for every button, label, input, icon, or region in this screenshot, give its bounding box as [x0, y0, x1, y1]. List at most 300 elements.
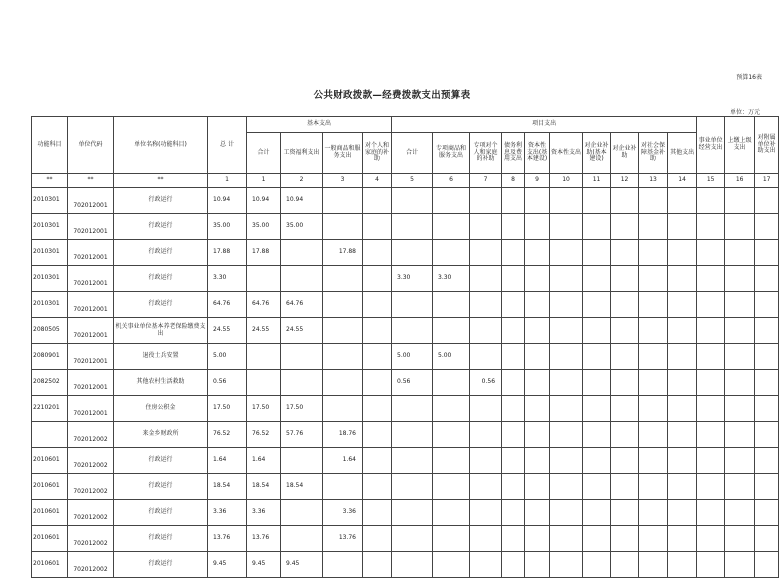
cell-empty	[755, 344, 779, 370]
cell-basic-total: 3.36	[247, 500, 281, 526]
cell-basic-total: 13.76	[247, 526, 281, 552]
header-project-total: 合计	[392, 133, 433, 174]
cell-empty	[550, 422, 583, 448]
cell-empty	[639, 318, 668, 344]
cell-empty	[611, 552, 639, 578]
index-cell: 13	[639, 174, 668, 188]
cell-empty	[755, 214, 779, 240]
cell-empty	[363, 526, 392, 552]
cell-empty	[611, 474, 639, 500]
cell-total: 13.76	[208, 526, 247, 552]
cell-empty	[755, 500, 779, 526]
cell-func: 2210201	[32, 396, 68, 422]
cell-empty	[502, 448, 525, 474]
cell-empty	[525, 552, 550, 578]
cell-empty	[363, 188, 392, 214]
cell-empty	[755, 370, 779, 396]
cell-proj-subsidy	[470, 474, 502, 500]
cell-empty	[725, 448, 755, 474]
header-social-security: 对社会保障基金补助	[639, 133, 668, 174]
cell-empty	[755, 474, 779, 500]
cell-empty	[502, 474, 525, 500]
cell-proj-total	[392, 526, 433, 552]
cell-empty	[668, 526, 697, 552]
cell-empty	[611, 396, 639, 422]
header-func-code: 功能科目	[32, 117, 68, 174]
cell-empty	[525, 344, 550, 370]
cell-proj-goods	[433, 474, 470, 500]
cell-empty	[525, 396, 550, 422]
index-cell: **	[114, 174, 208, 188]
cell-empty	[550, 474, 583, 500]
cell-proj-goods	[433, 448, 470, 474]
index-cell: 10	[550, 174, 583, 188]
cell-empty	[697, 448, 725, 474]
cell-empty	[502, 292, 525, 318]
cell-empty	[363, 318, 392, 344]
cell-func: 2010601	[32, 526, 68, 552]
cell-basic-total: 35.00	[247, 214, 281, 240]
index-row	[32, 174, 779, 188]
cell-empty	[502, 318, 525, 344]
index-cell: 2	[281, 174, 323, 188]
cell-empty	[697, 188, 725, 214]
cell-empty	[583, 370, 611, 396]
cell-total: 10.94	[208, 188, 247, 214]
cell-proj-goods	[433, 292, 470, 318]
cell-func: 2010301	[32, 214, 68, 240]
cell-basic-total: 1.64	[247, 448, 281, 474]
cell-proj-goods	[433, 318, 470, 344]
cell-code: 702012002	[68, 526, 114, 552]
cell-basic-total: 17.88	[247, 240, 281, 266]
cell-total: 3.36	[208, 500, 247, 526]
cell-empty	[363, 474, 392, 500]
cell-empty	[611, 318, 639, 344]
cell-code: 702012001	[68, 266, 114, 292]
header-business-exp: 事业单位经营支出	[697, 117, 725, 174]
cell-empty	[583, 552, 611, 578]
cell-empty	[525, 448, 550, 474]
cell-goods	[323, 396, 363, 422]
cell-code: 702012001	[68, 344, 114, 370]
cell-empty	[639, 448, 668, 474]
cell-empty	[550, 526, 583, 552]
header-remit-upper: 上缴上级支出	[725, 117, 755, 174]
cell-empty	[639, 422, 668, 448]
cell-empty	[525, 422, 550, 448]
cell-proj-total	[392, 292, 433, 318]
cell-func: 2010601	[32, 448, 68, 474]
cell-goods: 13.76	[323, 526, 363, 552]
cell-proj-subsidy	[470, 266, 502, 292]
cell-wages: 64.76	[281, 292, 323, 318]
cell-name: 行政运行	[114, 214, 208, 240]
cell-empty	[611, 266, 639, 292]
table-row	[32, 500, 779, 526]
cell-basic-total: 24.55	[247, 318, 281, 344]
cell-empty	[363, 344, 392, 370]
page-title: 公共财政拨款—经费拨款支出预算表	[313, 90, 471, 101]
cell-proj-total: 3.30	[392, 266, 433, 292]
cell-empty	[583, 344, 611, 370]
cell-empty	[583, 422, 611, 448]
cell-empty	[639, 292, 668, 318]
cell-empty	[697, 240, 725, 266]
cell-goods: 1.64	[323, 448, 363, 474]
cell-basic-total: 10.94	[247, 188, 281, 214]
cell-basic-total	[247, 344, 281, 370]
cell-proj-goods	[433, 396, 470, 422]
cell-empty	[550, 266, 583, 292]
cell-proj-subsidy	[470, 240, 502, 266]
table-row	[32, 474, 779, 500]
cell-code: 702012001	[68, 188, 114, 214]
cell-empty	[525, 292, 550, 318]
cell-proj-total	[392, 448, 433, 474]
cell-basic-total: 9.45	[247, 552, 281, 578]
cell-total: 35.00	[208, 214, 247, 240]
cell-empty	[668, 188, 697, 214]
cell-proj-subsidy	[470, 188, 502, 214]
table-row	[32, 422, 779, 448]
cell-proj-goods	[433, 422, 470, 448]
cell-proj-total	[392, 188, 433, 214]
cell-empty	[550, 240, 583, 266]
cell-proj-goods	[433, 214, 470, 240]
cell-empty	[697, 552, 725, 578]
cell-code: 702012001	[68, 292, 114, 318]
header-basic-group: 基本支出	[247, 117, 392, 133]
cell-empty	[725, 188, 755, 214]
cell-func: 2082502	[32, 370, 68, 396]
cell-empty	[611, 240, 639, 266]
cell-wages: 10.94	[281, 188, 323, 214]
table-row	[32, 448, 779, 474]
cell-empty	[725, 214, 755, 240]
cell-empty	[639, 266, 668, 292]
cell-empty	[725, 526, 755, 552]
cell-proj-total	[392, 500, 433, 526]
cell-empty	[550, 214, 583, 240]
cell-empty	[525, 266, 550, 292]
cell-empty	[363, 240, 392, 266]
cell-total: 18.54	[208, 474, 247, 500]
cell-empty	[639, 500, 668, 526]
cell-empty	[502, 370, 525, 396]
cell-empty	[755, 552, 779, 578]
cell-proj-goods: 3.30	[433, 266, 470, 292]
cell-empty	[697, 266, 725, 292]
cell-empty	[697, 422, 725, 448]
cell-empty	[502, 552, 525, 578]
header-project-goods: 专项商品和服务支出	[433, 133, 470, 174]
cell-empty	[502, 240, 525, 266]
cell-empty	[611, 422, 639, 448]
cell-empty	[363, 266, 392, 292]
cell-empty	[363, 552, 392, 578]
index-cell: 14	[668, 174, 697, 188]
cell-goods	[323, 318, 363, 344]
cell-empty	[550, 188, 583, 214]
cell-func: 2010301	[32, 292, 68, 318]
cell-name: 住房公积金	[114, 396, 208, 422]
cell-code: 702012002	[68, 448, 114, 474]
cell-empty	[639, 188, 668, 214]
cell-wages	[281, 500, 323, 526]
cell-empty	[550, 292, 583, 318]
index-cell: 17	[755, 174, 779, 188]
cell-proj-subsidy	[470, 396, 502, 422]
index-cell: **	[32, 174, 68, 188]
cell-empty	[583, 396, 611, 422]
cell-basic-total	[247, 370, 281, 396]
header-capital: 资本性支出	[550, 133, 583, 174]
cell-empty	[755, 422, 779, 448]
cell-proj-total	[392, 552, 433, 578]
cell-empty	[639, 344, 668, 370]
cell-empty	[697, 396, 725, 422]
index-cell: 8	[502, 174, 525, 188]
cell-proj-subsidy	[470, 292, 502, 318]
index-cell: 11	[583, 174, 611, 188]
index-cell: 3	[323, 174, 363, 188]
cell-proj-goods: 5.00	[433, 344, 470, 370]
cell-func: 2010601	[32, 474, 68, 500]
index-cell: 15	[697, 174, 725, 188]
cell-empty	[583, 318, 611, 344]
table-row	[32, 552, 779, 578]
cell-total: 5.00	[208, 344, 247, 370]
cell-goods	[323, 214, 363, 240]
cell-empty	[725, 292, 755, 318]
cell-empty	[611, 292, 639, 318]
cell-proj-total	[392, 396, 433, 422]
table-row	[32, 266, 779, 292]
index-cell: 7	[470, 174, 502, 188]
cell-code: 702012002	[68, 552, 114, 578]
cell-proj-total: 0.56	[392, 370, 433, 396]
cell-proj-subsidy	[470, 214, 502, 240]
cell-empty	[725, 422, 755, 448]
cell-empty	[755, 292, 779, 318]
table-row	[32, 526, 779, 552]
cell-empty	[583, 448, 611, 474]
index-cell: 1	[208, 174, 247, 188]
cell-proj-goods	[433, 526, 470, 552]
cell-empty	[755, 448, 779, 474]
cell-total: 24.55	[208, 318, 247, 344]
cell-goods	[323, 292, 363, 318]
cell-name: 行政运行	[114, 552, 208, 578]
cell-empty	[725, 318, 755, 344]
budget-table	[31, 116, 779, 578]
cell-wages: 18.54	[281, 474, 323, 500]
cell-proj-subsidy: 0.56	[470, 370, 502, 396]
cell-goods	[323, 188, 363, 214]
cell-empty	[639, 240, 668, 266]
cell-empty	[525, 214, 550, 240]
cell-goods: 3.36	[323, 500, 363, 526]
cell-proj-total	[392, 474, 433, 500]
index-cell: 1	[247, 174, 281, 188]
cell-empty	[725, 344, 755, 370]
cell-empty	[639, 552, 668, 578]
cell-wages	[281, 370, 323, 396]
cell-func: 2080505	[32, 318, 68, 344]
cell-func: 2010601	[32, 552, 68, 578]
cell-empty	[502, 396, 525, 422]
index-cell: **	[68, 174, 114, 188]
cell-empty	[639, 396, 668, 422]
cell-goods: 17.88	[323, 240, 363, 266]
cell-name: 行政运行	[114, 526, 208, 552]
cell-total: 9.45	[208, 552, 247, 578]
cell-proj-total	[392, 422, 433, 448]
cell-goods	[323, 552, 363, 578]
table-row	[32, 188, 779, 214]
cell-name: 行政运行	[114, 500, 208, 526]
cell-empty	[363, 422, 392, 448]
cell-empty	[668, 266, 697, 292]
cell-empty	[502, 526, 525, 552]
header-capital-construction: 资本性支出(基本建设)	[525, 133, 550, 174]
cell-empty	[755, 240, 779, 266]
cell-code: 702012001	[68, 240, 114, 266]
header-unit-name: 单位名称(功能科目)	[114, 117, 208, 174]
cell-empty	[363, 396, 392, 422]
cell-empty	[550, 344, 583, 370]
cell-empty	[725, 500, 755, 526]
cell-empty	[611, 370, 639, 396]
cell-empty	[525, 474, 550, 500]
cell-basic-total: 18.54	[247, 474, 281, 500]
cell-empty	[725, 552, 755, 578]
cell-empty	[550, 318, 583, 344]
cell-empty	[725, 240, 755, 266]
cell-empty	[697, 370, 725, 396]
cell-wages: 17.50	[281, 396, 323, 422]
cell-empty	[668, 396, 697, 422]
cell-empty	[725, 266, 755, 292]
cell-name: 退役士兵安置	[114, 344, 208, 370]
header-unit-code: 单位代码	[68, 117, 114, 174]
cell-empty	[363, 214, 392, 240]
cell-empty	[363, 448, 392, 474]
cell-empty	[583, 240, 611, 266]
cell-proj-goods	[433, 370, 470, 396]
cell-empty	[363, 370, 392, 396]
cell-proj-total: 5.00	[392, 344, 433, 370]
cell-proj-total	[392, 240, 433, 266]
cell-name: 其他农村生活救助	[114, 370, 208, 396]
cell-empty	[611, 344, 639, 370]
cell-empty	[668, 552, 697, 578]
cell-wages	[281, 526, 323, 552]
cell-proj-goods	[433, 552, 470, 578]
header-enterprise-subsidy: 对企业补助	[611, 133, 639, 174]
cell-empty	[668, 292, 697, 318]
cell-empty	[502, 214, 525, 240]
header-goods-services: 一般商品和服务支出	[323, 133, 363, 174]
cell-empty	[583, 474, 611, 500]
cell-proj-total	[392, 214, 433, 240]
cell-goods	[323, 266, 363, 292]
index-cell: 6	[433, 174, 470, 188]
cell-empty	[668, 474, 697, 500]
cell-total: 64.76	[208, 292, 247, 318]
cell-wages: 57.76	[281, 422, 323, 448]
cell-empty	[611, 500, 639, 526]
cell-empty	[697, 344, 725, 370]
cell-empty	[550, 500, 583, 526]
cell-func: 2010301	[32, 240, 68, 266]
cell-empty	[611, 214, 639, 240]
index-cell: 9	[525, 174, 550, 188]
cell-proj-subsidy	[470, 422, 502, 448]
cell-func: 2010301	[32, 266, 68, 292]
cell-empty	[668, 422, 697, 448]
cell-empty	[639, 370, 668, 396]
cell-wages: 9.45	[281, 552, 323, 578]
cell-empty	[525, 500, 550, 526]
table-row	[32, 214, 779, 240]
cell-wages	[281, 344, 323, 370]
cell-empty	[668, 344, 697, 370]
cell-empty	[583, 266, 611, 292]
cell-empty	[611, 448, 639, 474]
cell-proj-goods	[433, 188, 470, 214]
cell-empty	[755, 526, 779, 552]
cell-empty	[363, 292, 392, 318]
table-row	[32, 240, 779, 266]
cell-code: 702012001	[68, 370, 114, 396]
cell-empty	[755, 318, 779, 344]
cell-empty	[550, 396, 583, 422]
cell-name: 行政运行	[114, 474, 208, 500]
cell-total: 17.88	[208, 240, 247, 266]
cell-proj-total	[392, 318, 433, 344]
cell-empty	[668, 214, 697, 240]
cell-code: 702012002	[68, 474, 114, 500]
cell-code: 702012001	[68, 396, 114, 422]
cell-empty	[583, 526, 611, 552]
cell-empty	[697, 292, 725, 318]
cell-empty	[668, 240, 697, 266]
cell-wages: 24.55	[281, 318, 323, 344]
cell-empty	[668, 448, 697, 474]
index-cell: 12	[611, 174, 639, 188]
cell-name: 行政运行	[114, 266, 208, 292]
cell-goods	[323, 344, 363, 370]
cell-empty	[725, 474, 755, 500]
cell-func: 2080901	[32, 344, 68, 370]
index-cell: 4	[363, 174, 392, 188]
cell-empty	[755, 266, 779, 292]
cell-total: 76.52	[208, 422, 247, 448]
table-row	[32, 344, 779, 370]
header-total: 总 计	[208, 117, 247, 174]
cell-basic-total: 76.52	[247, 422, 281, 448]
cell-code: 702012001	[68, 214, 114, 240]
header-wages: 工资福利支出	[281, 133, 323, 174]
cell-empty	[502, 344, 525, 370]
cell-empty	[583, 214, 611, 240]
cell-proj-subsidy	[470, 448, 502, 474]
cell-name: 行政运行	[114, 448, 208, 474]
table-row	[32, 396, 779, 422]
cell-empty	[668, 370, 697, 396]
